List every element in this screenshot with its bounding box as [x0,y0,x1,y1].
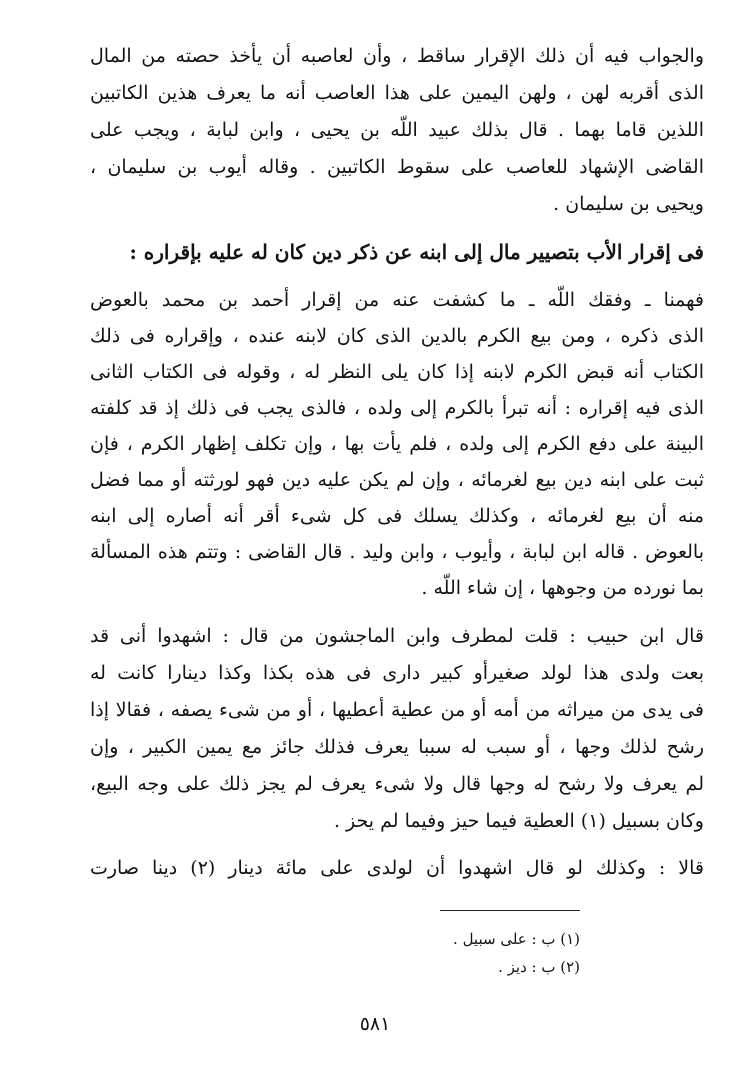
paragraph-1-line-3: اللذين قاما بهما . قال بذلك عبيد اللّه بن يحيى ، وابن لبابة ، ويجب على [90,119,704,141]
paragraph-2-line-1: فهمنا ـ وفقك اللّه ـ ما كشفت عنه من إقرار أحمد بن محمد بالعوض [90,289,704,311]
page-number: ٥٨١ [359,1013,391,1035]
paragraph-3-line-6: وكان بسبيل (١) العطية فيما حيز وفيما لم يحز . [333,810,704,832]
paragraph-2-line-2: الذى ذكره ، ومن بيع الكرم بالدين الذى كان لابنه عنده ، وإقراره فى ذلك [90,325,704,347]
paragraph-3-line-3: فى يدى من ميراثه من أمه أو من عطية أعطيها ، أو من شىء يصفه ، فقالا إذا [90,699,704,721]
paragraph-1-line-4: القاضى الإشهاد للعاصب على سقوط الكاتبين . وقاله أيوب بن سليمان ، [90,156,704,178]
paragraph-3-line-2: بعت ولدى هذا لولد صغيرأو كبير دارى فى هذه بكذا وكذا دينارا كانت له [90,662,704,684]
paragraph-3-line-1: قال ابن حبيب : قلت لمطرف وابن الماجشون من قال : اشهدوا أنى قد [90,625,704,647]
paragraph-2-line-3: الكتاب أنه قبض الكرم لابنه إذا كان يلى النظر له ، وقوله فى الكتاب الثانى [90,361,704,383]
paragraph-2-line-7: منه أن بيع لغرمائه ، وكذلك يسلك فى كل شىء أقر أنه أصاره إلى ابنه [90,505,704,527]
paragraph-2-line-4: الذى فيه إقراره : أنه تبرأ بالكرم إلى ولده ، فالذى يجب فى ذلك إذ قد كلفته [90,397,704,419]
footnote-1: (١) ب : على سبيل . [453,930,580,948]
section-heading: فى إقرار الأب بتصيير مال إلى ابنه عن ذكر دين كان له عليه بإقراره : [129,240,704,264]
footnote-divider [440,910,580,911]
paragraph-2-line-8: بالعوض . قاله ابن لبابة ، وأيوب ، وابن وليد . قال القاضى : وتتم هذه المسألة [90,541,704,563]
paragraph-2-line-5: البينة على دفع الكرم إلى ولده ، فلم يأت بها ، وإن تكلف إظهار الكرم ، فإن [90,433,704,455]
footnote-2: (٢) ب : ديز . [498,958,580,976]
paragraph-3-line-4: رشح لذلك وجها ، أو سبب له سببا يعرف فذلك جائز مع يمين الكبير ، وإن [90,736,704,758]
paragraph-4-line-1: قالا : وكذلك لو قال اشهدوا أن لولدى على مائة دينار (٢) دينا صارت [90,857,704,879]
paragraph-1-line-5: ويحيى بن سليمان . [553,193,704,215]
paragraph-2-line-6: ثبت على ابنه دين بيع لغرمائه ، وإن لم يكن عليه دين فهو لورثته أو مما فضل [90,469,704,491]
paragraph-3-line-5: لم يعرف ولا رشح له وجها قال ولا شىء يعرف لم يجز ذلك على وجه البيع، [90,773,704,795]
paragraph-1-line-1: والجواب فيه أن ذلك الإقرار ساقط ، وأن لعاصبه أن يأخذ حصته من المال [90,45,704,67]
paragraph-2-line-9: بما نورده من وجوهها ، إن شاء اللّه . [421,577,704,599]
paragraph-1-line-2: الذى أقربه لهن ، ولهن اليمين على هذا العاصب أنه ما يعرف هذين الكاتبين [90,82,704,104]
